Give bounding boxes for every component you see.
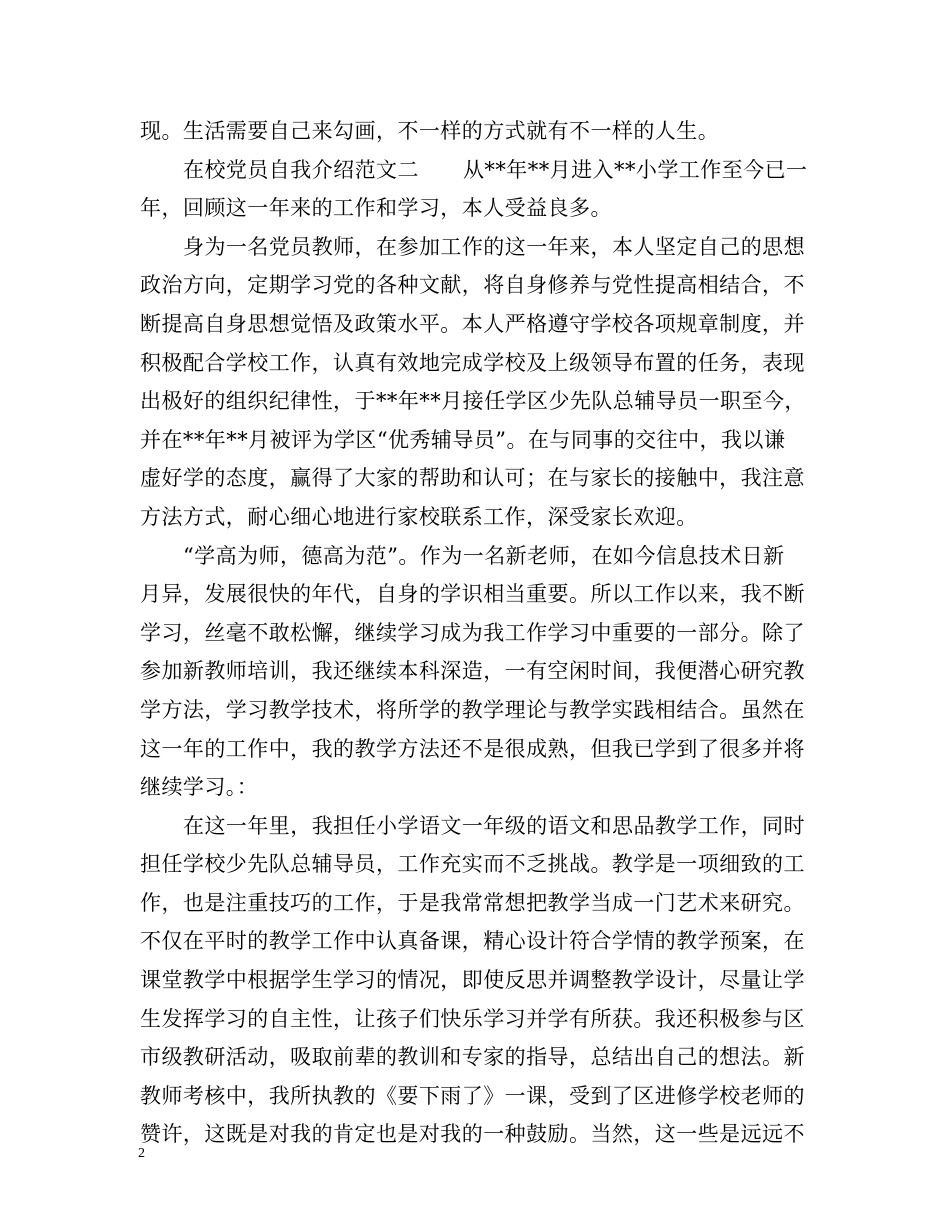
text-line: 积极配合学校工作，认真有效地完成学校及上级领导布置的任务，表现: [140, 350, 805, 375]
text-line: 年，回顾这一年来的工作和学习，本人受益良多。: [140, 196, 612, 221]
text-line: 并在**年**月被评为学区“优秀辅导员”。在与同事的交往中，我以谦: [140, 427, 786, 452]
text-line: 继续学习。：: [140, 775, 259, 800]
section-intro-text: 从**年**月进入**小学工作至今已一: [462, 157, 808, 182]
document-body: [140, 112, 814, 1154]
text-line: 市级教研活动，吸取前辈的教训和专家的指导，总结出自己的想法。新: [140, 1045, 805, 1070]
text-line: 参加新教师培训，我还继续本科深造，一有空闲时间，我便潜心研究教: [140, 659, 805, 684]
text-line: 作，也是注重技巧的工作，于是我常常想把教学当成一门艺术来研究。: [140, 890, 805, 915]
text-line: 学方法，学习教学技术，将所学的教学理论与教学实践相结合。虽然在: [140, 697, 805, 722]
text-line: 担任学校少先队总辅导员，工作充实而不乏挑战。教学是一项细致的工: [140, 852, 805, 877]
paragraph-first-line: “学高为师，德高为范”。作为一名新老师，在如今信息技术日新: [183, 543, 785, 568]
text-line: 现。生活需要自己来勾画，不一样的方式就有不一样的人生。: [140, 119, 720, 143]
text-line: 教师考核中，我所执教的《要下雨了》一课，受到了区进修学校老师的: [140, 1083, 805, 1108]
text-line: 学习，丝毫不敢松懈，继续学习成为我工作学习中重要的一部分。除了: [140, 620, 805, 645]
text-line: 方法方式，耐心细心地进行家校联系工作，深受家长欢迎。: [140, 504, 698, 529]
text-line: 这一年的工作中，我的教学方法还不是很成熟，但我已学到了很多并将: [140, 736, 805, 761]
paragraph-first-line: 身为一名党员教师，在参加工作的这一年来，本人坚定自己的思想: [183, 234, 806, 259]
text-line: 虚好学的态度，赢得了大家的帮助和认可；在与家长的接触中，我注意: [140, 466, 805, 491]
text-line: 月异，发展很快的年代，自身的学识相当重要。所以工作以来，我不断: [140, 582, 805, 607]
text-line: 断提高自身思想觉悟及政策水平。本人严格遵守学校各项规章制度，并: [140, 311, 805, 336]
section-title: 在校党员自我介绍范文二: [183, 157, 419, 182]
text-line: 不仅在平时的教学工作中认真备课，精心设计符合学情的教学预案，在: [140, 929, 805, 954]
paragraph-first-line: 在这一年里，我担任小学语文一年级的语文和思品教学工作，同时: [183, 813, 806, 838]
section-heading-line: [140, 151, 814, 190]
page-number: 2: [138, 1146, 145, 1161]
text-line: 政治方向，定期学习党的各种文献，将自身修养与党性提高相结合，不: [140, 273, 805, 298]
text-line: 生发挥学习的自主性，让孩子们快乐学习并学有所获。我还积极参与区: [140, 1006, 805, 1031]
text-line: 赞许，这既是对我的肯定也是对我的一种鼓励。当然，这一些是远远不: [140, 1122, 805, 1147]
text-line: 出极好的组织纪律性，于**年**月接任学区少先队总辅导员一职至今，: [140, 389, 806, 414]
text-line: 课堂教学中根据学生学习的情况，即使反思并调整教学设计，尽量让学: [140, 968, 805, 993]
